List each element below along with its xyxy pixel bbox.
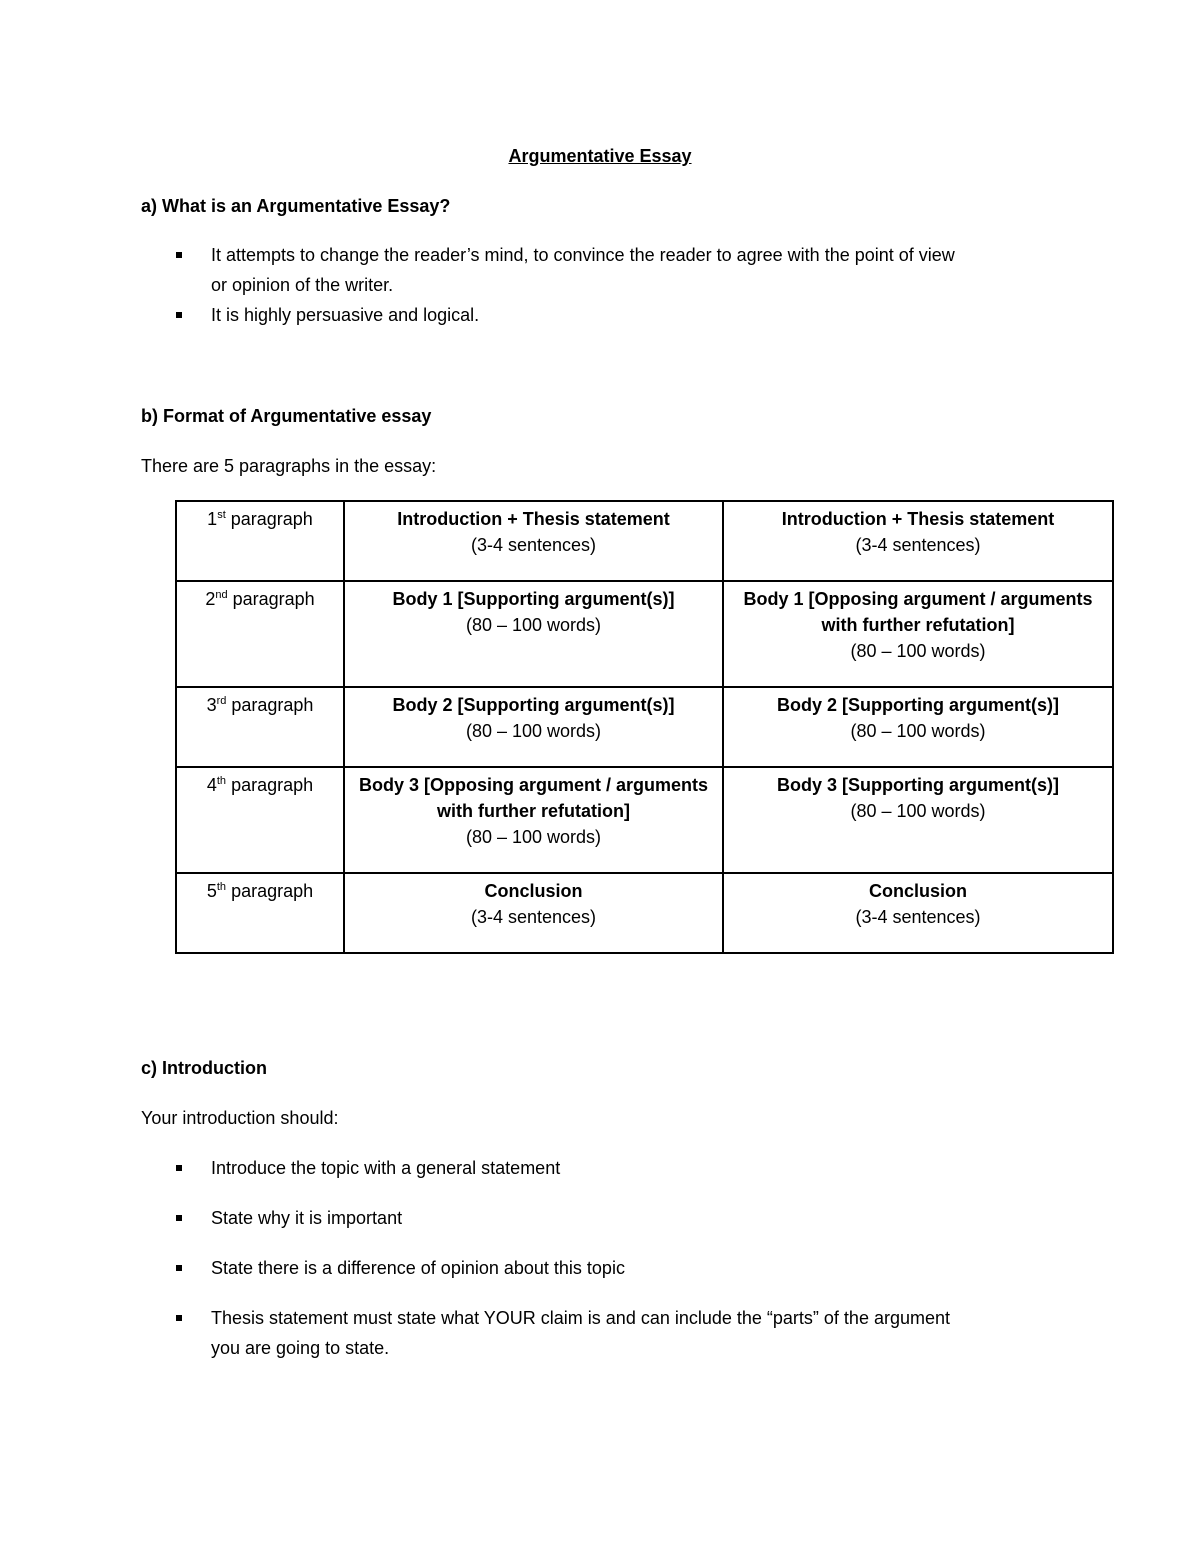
bullet-text: It attempts to change the reader’s mind, to convince the reader to agree with the point of view	[211, 245, 955, 265]
square-bullet-icon	[176, 1165, 182, 1171]
bullet-text-continued: you are going to state.	[211, 1338, 390, 1358]
table-row	[176, 687, 1113, 767]
plan-b-cell: Conclusion (3-4 sentences)	[723, 873, 1113, 953]
paragraph-label-cell: 3rd paragraph	[176, 687, 344, 767]
plan-b-cell: Body 2 [Supporting argument(s)] (80 – 100 words)	[723, 687, 1113, 767]
section-a-bullet-list	[176, 240, 1076, 330]
section-a-heading: a) What is an Argumentative Essay?	[141, 196, 451, 216]
list-item	[176, 1303, 1076, 1363]
plan-b-cell: Body 1 [Opposing argument / arguments with further refutation] (80 – 100 words)	[723, 581, 1113, 687]
table-row	[176, 767, 1113, 873]
plan-a-cell: Conclusion (3-4 sentences)	[344, 873, 723, 953]
plan-a-cell: Body 3 [Opposing argument / arguments with further refutation] (80 – 100 words)	[344, 767, 723, 873]
section-c-intro: Your introduction should:	[141, 1108, 339, 1128]
table-row	[176, 873, 1113, 953]
plan-a-cell: Introduction + Thesis statement (3-4 sentences)	[344, 501, 723, 581]
list-item	[176, 240, 1076, 300]
essay-format-table	[175, 500, 1114, 954]
plan-b-cell: Introduction + Thesis statement (3-4 sentences)	[723, 501, 1113, 581]
bullet-text: Thesis statement must state what YOUR claim is and can include the “parts” of the argument	[211, 1308, 951, 1328]
list-item	[176, 300, 1076, 330]
square-bullet-icon	[176, 1215, 182, 1221]
table-row	[176, 581, 1113, 687]
square-bullet-icon	[176, 1265, 182, 1271]
table-row	[176, 501, 1113, 581]
section-c-bullet-list	[176, 1153, 1076, 1383]
bullet-text: State there is a difference of opinion about this topic	[211, 1258, 625, 1278]
bullet-text: State why it is important	[211, 1208, 403, 1228]
paragraph-label-cell: 1st paragraph	[176, 501, 344, 581]
square-bullet-icon	[176, 1315, 182, 1321]
list-item	[176, 1253, 1076, 1283]
section-b-intro: There are 5 paragraphs in the essay:	[141, 456, 437, 476]
list-item	[176, 1153, 1076, 1183]
plan-b-cell: Body 3 [Supporting argument(s)] (80 – 100 words)	[723, 767, 1113, 873]
paragraph-label-cell: 4th paragraph	[176, 767, 344, 873]
paragraph-label-cell: 2nd paragraph	[176, 581, 344, 687]
plan-a-cell: Body 1 [Supporting argument(s)] (80 – 100 words)	[344, 581, 723, 687]
section-b-heading: b) Format of Argumentative essay	[141, 406, 432, 426]
list-item	[176, 1203, 1076, 1233]
plan-a-cell: Body 2 [Supporting argument(s)] (80 – 100 words)	[344, 687, 723, 767]
section-c-heading: c) Introduction	[141, 1058, 267, 1078]
page-title: Argumentative Essay	[508, 146, 692, 166]
bullet-text: Introduce the topic with a general statement	[211, 1158, 561, 1178]
bullet-text: It is highly persuasive and logical.	[211, 305, 480, 325]
paragraph-label-cell: 5th paragraph	[176, 873, 344, 953]
square-bullet-icon	[176, 252, 182, 258]
bullet-text-continued: or opinion of the writer.	[211, 275, 394, 295]
square-bullet-icon	[176, 312, 182, 318]
